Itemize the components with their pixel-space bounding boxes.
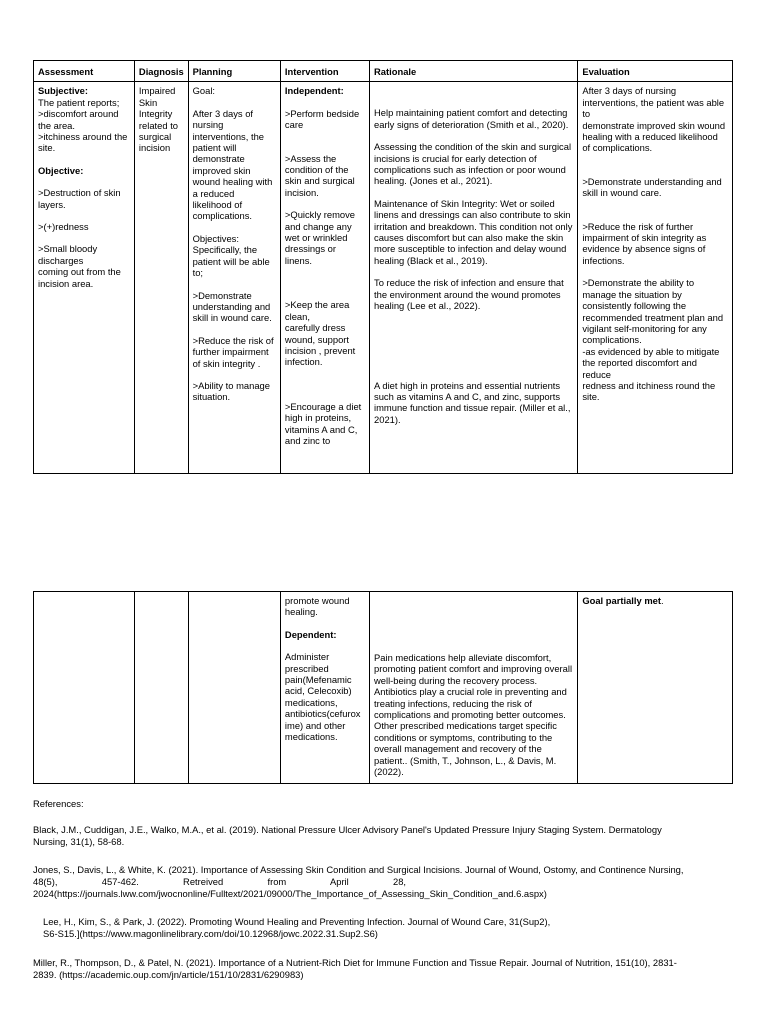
dependent-label: Dependent: [284, 628, 334, 640]
reference-entry: Lee, H., Kim, S., & Park, J. (2022). Promoting Wound Healing and Preventing Infection. Journal of Wound Care, 31(Sup2), S6-S15.](https://www.magonlinelibrary.com/doi/10.12968/jowc.2022.31.Sup2.S6): [43, 916, 551, 939]
header-intervention: Intervention: [280, 61, 369, 82]
intervention-item: >Keep the area clean, carefully dress wound, support incision , prevent infection.: [284, 299, 356, 368]
header-planning: Planning: [188, 61, 280, 82]
planning-item: >Demonstrate understanding and skill in wound care.: [192, 289, 272, 324]
intervention-item: promote wound healing.: [284, 595, 350, 618]
assessment-cell: Subjective: The patient reports; >discomfort around the area. >itchiness around the site. Objective: >Destruction of skin layers. >(+)redness >Small bloody discharges coming out from the incision area.: [34, 82, 135, 474]
reference-entry: Jones, S., Davis, L., & White, K. (2021). Importance of Assessing Skin Condition and Surgical Incisions. Journal of Wound, Ostomy, and Continence Nursing, 48(5), 457-462. Retreived from April 28, 2024(https://journals.lww.com/jwocnonline/Fulltext/2021/09000/The_Importance_of_Assessing_Skin_Condition_and.6.aspx): [33, 864, 684, 899]
diagnosis-cell: [134, 592, 188, 784]
care-plan-row: [34, 592, 733, 784]
objective-item: >Destruction of skin layers.: [38, 187, 121, 210]
rationale-item: Assessing the condition of the skin and surgical incisions is crucial for early detection of complications such as infection or poor wound healing. (Jones et al., 2021).: [374, 141, 572, 187]
header-diagnosis: Diagnosis: [134, 61, 188, 82]
references-heading: References:: [33, 798, 84, 809]
subjective-label: Subjective: [38, 85, 85, 97]
rationale-cell: [370, 592, 578, 784]
reference-entry: Miller, R., Thompson, D., & Patel, N. (2021). Importance of a Nutrient-Rich Diet for Immune Function and Tissue Repair. Journal of Nutrition, 151(10), 2831- 2839. (https://academic.oup.com/jn/article/151/10/2831/6290983): [33, 957, 677, 980]
rationale-item: Pain medications help alleviate discomfort, promoting patient comfort and improving overall well-being during the recovery process. Antibiotics play a crucial role in preventing and treating infections, reducing the risk of complications and promoting better outcomes. Other prescribed medications target specific conditions or symptoms, contributing to the overall management and recovery of the patient.. (Smith, T., Johnson, L., & Davis, M. (2022).: [374, 652, 573, 778]
evaluation-cell: Goal partially met.: [578, 592, 733, 784]
evaluation-item: >Demonstrate the ability to manage the situation by consistently following the recommended treatment plan and vigilant self-monitoring for any complications. -as evidenced by able to mitigate the reported discomfort and reduce redness and itchiness round the site.: [582, 277, 724, 403]
diagnosis-cell: [134, 82, 188, 474]
rationale-cell: [370, 82, 578, 474]
assessment-cell: [34, 592, 135, 784]
care-plan-table: [33, 60, 733, 474]
rationale-item: Help maintaining patient comfort and detecting early signs of deterioration (Smith et al., 2020).: [374, 107, 569, 130]
subjective-text: The patient reports; >discomfort around the area. >itchiness around the site.: [38, 96, 128, 154]
planning-goal-text: After 3 days of nursing interventions, the patient will demonstrate improved skin wound healing with a reduced likelihood of complications.: [192, 107, 273, 222]
planning-item: >Reduce the risk of further impairment of skin integrity .: [192, 334, 274, 369]
diagnosis-text: Impaired Skin Integrity related to surgical incision: [138, 85, 179, 154]
care-plan-table-continued: [33, 591, 733, 784]
planning-cell: [188, 82, 280, 474]
header-evaluation: Evaluation: [578, 61, 733, 82]
objective-label: Objective: [38, 164, 81, 176]
planning-objectives: Objectives: Specifically, the patient will be able to;: [192, 232, 270, 279]
goal-status: Goal partially met: [582, 595, 661, 606]
care-plan-row: [34, 82, 733, 474]
rationale-item: Maintenance of Skin Integrity: Wet or soiled linens and dressings can also contribute to skin irritation and breakdown. This condition not only causes discomfort but can also make the skin more susceptible to infection and delay wound healing (Black et al., 2019).: [374, 197, 573, 266]
rationale-item: A diet high in proteins and essential nutrients such as vitamins A and C, and zinc, supports immune function and tissue repair. (Miller et al., 2021).: [374, 379, 571, 425]
rationale-item: To reduce the risk of infection and ensure that the environment around the wound promotes healing (Lee et al., 2022).: [374, 277, 564, 312]
independent-label: Independent: [284, 85, 341, 97]
intervention-cell: promote wound healing. Dependent: Administer prescribed pain(Mefenamic acid, Celecoxib) medications, antibiotics(cefurox ime) and other medications.: [280, 592, 369, 784]
intervention-item: >Encourage a diet high in proteins, vitamins A and C, and zinc to: [284, 400, 362, 446]
header-row: [34, 61, 733, 82]
intervention-item: Administer prescribed pain(Mefenamic acid, Celecoxib) medications, antibiotics(cefurox ime) and other medications.: [284, 651, 361, 743]
evaluation-item: After 3 days of nursing interventions, the patient was able to demonstrate improved skin wound healing with a reduced likelihood of complications.: [582, 85, 726, 154]
intervention-item: >Quickly remove and change any wet or wrinkled dressings or linens.: [284, 209, 355, 266]
objective-item: >Small bloody discharges coming out from the incision area.: [38, 243, 121, 289]
intervention-cell: Independent: >Perform bedside care >Assess the condition of the skin and surgical incision. >Quickly remove and change any wet or wrinkled dressings or linens. >Keep the area clean, carefully dress wound, support incision , prevent infection. >Encourage a diet high in proteins, vitamins A and C, and zinc to: [280, 82, 369, 474]
intervention-item: >Assess the condition of the skin and surgical incision.: [284, 152, 355, 198]
evaluation-cell: [578, 82, 733, 474]
intervention-item: >Perform bedside care: [284, 107, 360, 131]
evaluation-item: >Demonstrate understanding and skill in wound care.: [582, 175, 722, 199]
planning-cell: [188, 592, 280, 784]
reference-entry: Black, J.M., Cuddigan, J.E., Walko, M.A., et al. (2019). National Pressure Ulcer Advisory Panel's Updated Pressure Injury Staging System. Dermatology Nursing, 31(1), 58-68.: [33, 824, 662, 847]
header-rationale: Rationale: [370, 61, 578, 82]
objective-item: >(+)redness: [38, 221, 89, 233]
header-assessment: Assessment: [34, 61, 135, 82]
evaluation-item: >Reduce the risk of further impairment of skin integrity as evidence by absence signs of infections.: [582, 220, 707, 266]
planning-item: >Ability to manage situation.: [192, 379, 270, 403]
planning-goal-label: Goal:: [192, 85, 216, 97]
